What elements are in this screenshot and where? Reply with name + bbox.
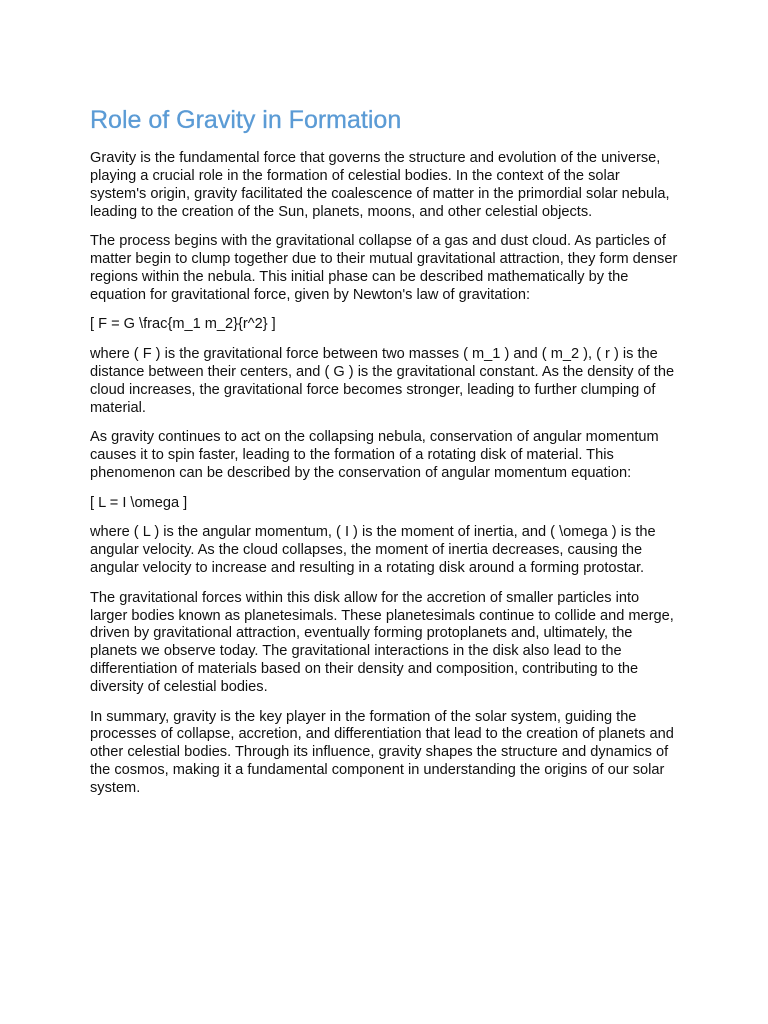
paragraph-intro: Gravity is the fundamental force that governs the structure and evolution of the universe, playing a crucial role in the formation of celestial bodies. In the context of the solar system's origin, gravity facilitated the coalescence of matter in the primordial solar nebula, leading to the creation of the Sun, planets, moons, and other celestial objects. (90, 150, 670, 220)
paragraph-accretion: The gravitational forces within this disk allow for the accretion of smaller particles into larger bodies known as planetesimals. These planetesimals continue to collide and merge, driven by gravitational attraction, eventually forming protoplanets and, ultimately, the planets we observe today. The gravitational interactions in the disk also lead to the differentiation of materials based on their density and composition, contributing to the diversity of celestial bodies. (90, 589, 674, 696)
equation-angular-momentum: [ L = I \omega ] (90, 494, 188, 511)
paragraph-collapse: The process begins with the gravitational collapse of a gas and dust cloud. As particles of matter begin to clump together due to their mutual gravitational attraction, they form denser regions within the nebula. This initial phase can be described mathematically by the equation for gravitational force, given by Newton's law of gravitation: (90, 233, 678, 303)
paragraph-summary: In summary, gravity is the key player in the formation of the solar system, guiding the processes of collapse, accretion, and differentiation that lead to the creation of planets and other celestial bodies. Through its influence, gravity shapes the structure and dynamics of the cosmos, making it a fundamental component in understanding the origins of our solar system. (90, 708, 674, 797)
paragraph-angular-explanation: where ( L ) is the angular momentum, ( I ) is the moment of inertia, and ( \omega ) is the angular velocity. As the cloud collapses, the moment of inertia decreases, causing the angular velocity to increase and resulting in a rotating disk around a forming protostar. (90, 524, 656, 577)
equation-gravitational-force: [ F = G \frac{m_1 m_2}{r^2} ] (90, 316, 276, 333)
paragraph-force-explanation: where ( F ) is the gravitational force between two masses ( m_1 ) and ( m_2 ), ( r ) is the distance between their centers, and ( G ) is the gravitational constant. As the density of the cloud increases, the gravitational force becomes stronger, leading to further clumping of material. (90, 346, 675, 416)
paragraph-angular-momentum: As gravity continues to act on the collapsing nebula, conservation of angular momentum causes it to spin faster, leading to the formation of a rotating disk of material. This phenomenon can be described by the conservation of angular momentum equation: (90, 429, 659, 482)
document-body (90, 104, 680, 810)
document-title: Role of Gravity in Formation (90, 106, 402, 134)
